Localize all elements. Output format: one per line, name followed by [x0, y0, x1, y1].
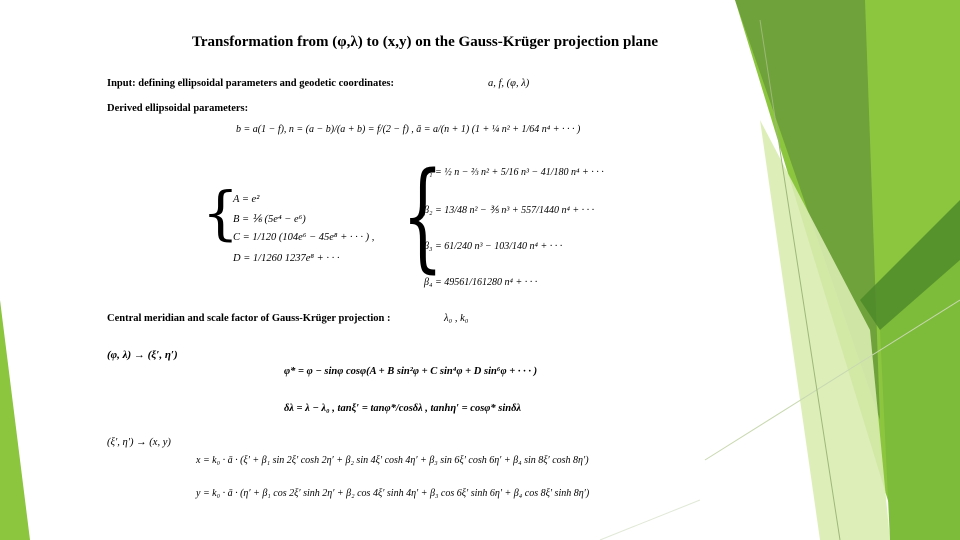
derived-formula: b = a(1 − f), n = (a − b)/(a + b) = f/(2 − f) , ā = a/(n + 1) (1 + ¼ n² + 1/64 n⁴ + · · · ) [236, 124, 581, 135]
step1-label: (φ, λ) → (ξ′, η′) [107, 349, 178, 361]
slide-title: Transformation from (φ,λ) to (x,y) on the Gauss-Krüger projection plane [192, 34, 658, 50]
step1-eq2: δλ = λ − λ₀ , tanξ′ = tanφ*/cosδλ , tanhη′ = cosφ* sinδλ [284, 403, 521, 414]
step2-label: (ξ′, η′) → (x, y) [107, 437, 171, 448]
central-label: Central meridian and scale factor of Gauss-Krüger projection : [107, 313, 391, 324]
thin-line-3 [600, 500, 700, 540]
left-brace: { [202, 179, 239, 247]
beta-3: β₃ = 61/240 n³ − 103/140 n⁴ + · · · [424, 241, 563, 252]
step2-eq-y: y = k₀ · ā · (η′ + β₁ cos 2ξ′ sinh 2η′ + β₂ cos 4ξ′ sinh 4η′ + β₃ cos 6ξ′ sinh 6η′ + β₄ cos 8ξ′ sinh 8η′) [196, 488, 590, 499]
beta-2: β₂ = 13/48 n² − ⅗ n³ + 557/1440 n⁴ + · · · [424, 205, 595, 216]
central-values: λ₀ , k₀ [444, 313, 469, 324]
input-label: Input: defining ellipsoidal parameters and geodetic coordinates: [107, 78, 395, 89]
step1-eq1: φ* = φ − sinφ cosφ(A + B sin²φ + C sin⁴φ + D sin⁶φ + · · · ) [284, 366, 538, 377]
derived-label: Derived ellipsoidal parameters: [107, 103, 249, 114]
input-values: a, f, (φ, λ) [488, 78, 530, 89]
step2-eq-x: x = k₀ · ā · (ξ′ + β₁ sin 2ξ′ cosh 2η′ + β₂ sin 4ξ′ cosh 4η′ + β₃ sin 6ξ′ cosh 6η′ + β₄ sin 8ξ′ cosh 8η′) [196, 455, 589, 466]
coef-d: D = 1/1260 1237e⁸ + · · · [233, 253, 340, 264]
left-green-triangle [0, 300, 30, 540]
coef-c: C = 1/120 (104e⁶ − 45e⁸ + · · · ) , [233, 232, 375, 243]
coef-a: A = e² [233, 194, 260, 205]
beta-1: β₁ = ½ n − ⅔ n² + 5/16 n³ − 41/180 n⁴ + · · · [424, 167, 604, 178]
right-brace: { [402, 146, 444, 284]
beta-4: β₄ = 49561/161280 n⁴ + · · · [424, 277, 538, 288]
coef-b: B = ⅙ (5e⁴ − e⁶) [233, 214, 306, 225]
